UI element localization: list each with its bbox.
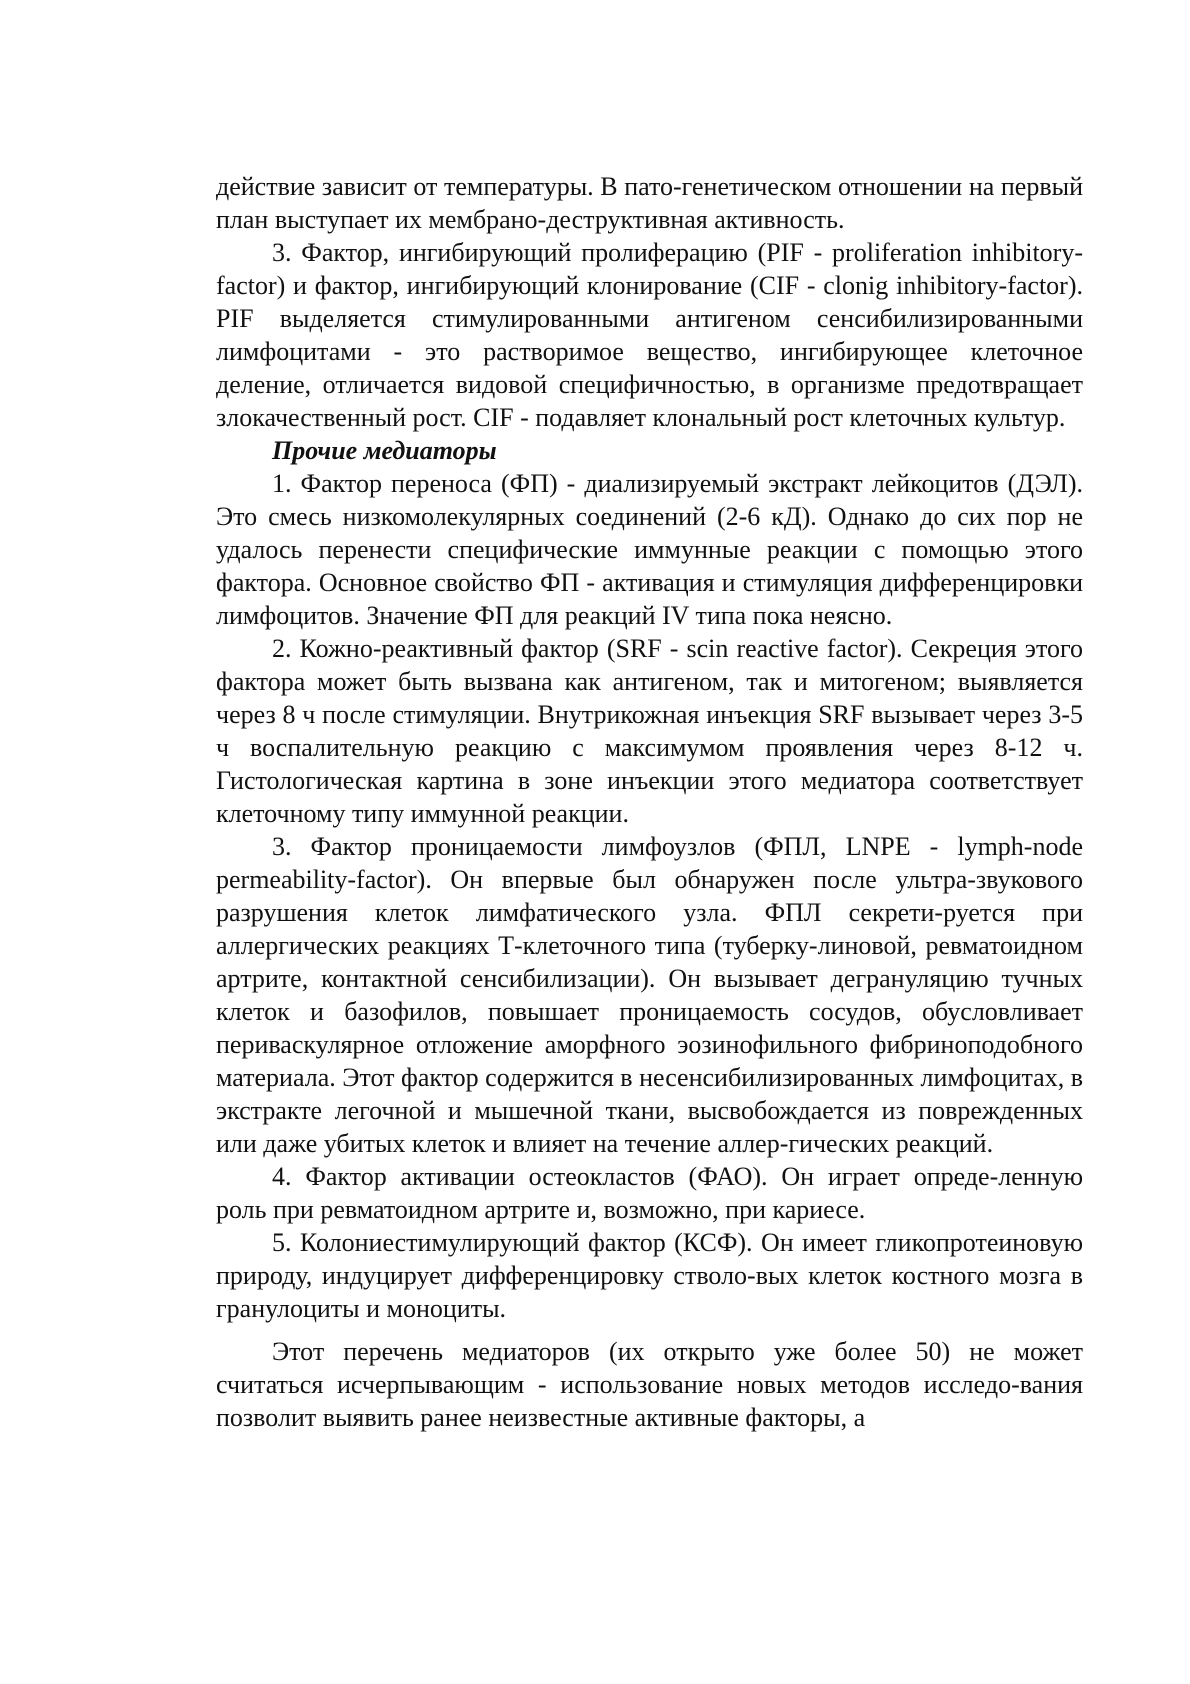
paragraph-continuation: действие зависит от температуры. В пато-генетическом отношении на первый план выступает их мембрано-деструктивная активность.	[216, 172, 1083, 234]
paragraph-transfer-factor: 1. Фактор переноса (ФП) - диализируемый экстракт лейкоцитов (ДЭЛ). Это смесь низкомолекулярных соединений (2-6 кД). Однако до сих пор не удалось перенести специфические иммунные реакции с помощью этого фактора. Основное свойство ФП - активация и стимуляция дифференцировки лимфоцитов. Значение ФП для реакций IV типа пока неясно.	[216, 469, 1083, 630]
section-heading-other-mediators: Прочие медиаторы	[272, 436, 497, 465]
paragraph-colony-stimulating-factor: 5. Колониестимулирующий фактор (КСФ). Он имеет гликопротеиновую природу, индуцирует дифференцировку стволо-вых клеток костного мозга в гранулоциты и моноциты.	[216, 1228, 1083, 1323]
paragraph-conclusion: Этот перечень медиаторов (их открыто уже более 50) не может считаться исчерпывающим - использование новых методов исследо-вания позволит выявить ранее неизвестные активные факторы, а	[216, 1337, 1083, 1432]
document-page	[216, 170, 1083, 1434]
paragraph-pif-cif: 3. Фактор, ингибирующий пролиферацию (PIF - proliferation inhibitory-factor) и фактор, ингибирующий клонирование (CIF - clonig inhibitory-factor). PIF выделяется стимулированными антигеном сенсибилизированными лимфоцитами - это растворимое вещество, ингибирующее клеточное деление, отличается видовой специфичностью, в организме предотвращает злокачественный рост. CIF - подавляет клональный рост клеточных культур.	[216, 238, 1083, 432]
paragraph-skin-reactive-factor: 2. Кожно-реактивный фактор (SRF - scin reactive factor). Секреция этого фактора может быть вызвана как антигеном, так и митогеном; выявляется через 8 ч после стимуляции. Внутрикожная инъекция SRF вызывает через 3-5 ч воспалительную реакцию с максимумом проявления через 8-12 ч. Гистологическая картина в зоне инъекции этого медиатора соответствует клеточному типу иммунной реакции.	[216, 634, 1083, 828]
paragraph-lymph-node-permeability-factor: 3. Фактор проницаемости лимфоузлов (ФПЛ, LNPE - lymph-node permeability-factor). Он впервые был обнаружен после ультра-звукового разрушения клеток лимфатического узла. ФПЛ секрети-руется при аллергических реакциях Т-клеточного типа (туберку-линовой, ревматоидном артрите, контактной сенсибилизации). Он вызывает дегрануляцию тучных клеток и базофилов, повышает проницаемость сосудов, обусловливает периваскулярное отложение аморфного эозинофильного фибриноподобного материала. Этот фактор содержится в несенсибилизированных лимфоцитах, в экстракте легочной и мышечной ткани, высвобождается из поврежденных или даже убитых клеток и влияет на течение аллер-гических реакций.	[216, 832, 1083, 1158]
paragraph-osteoclast-activating-factor: 4. Фактор активации остеокластов (ФАО). Он играет опреде-ленную роль при ревматоидном артрите и, возможно, при кариесе.	[216, 1162, 1083, 1224]
